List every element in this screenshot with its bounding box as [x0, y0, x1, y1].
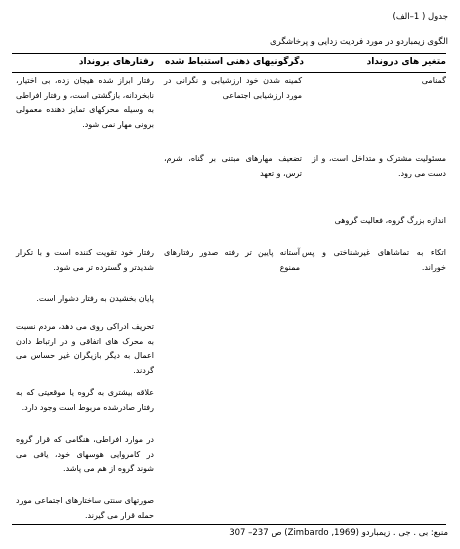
process-cell-row2: تضعیف مهارهای مبتنی بر گناه، شرم، ترس، و تعهد [164, 154, 302, 178]
table-label: جدول ( 1–الف) [392, 12, 448, 22]
header-inferred-changes: دگرگونیهای ذهنی استنباط شده [164, 57, 304, 67]
source-note: منبع: بی . جی . زیمباردو (Zimbardo ,1969) ص 237– 307 [229, 528, 448, 538]
header-output-behaviors: رفتارهای برونداد [78, 57, 154, 67]
header-input-variables: متغیر های درونداد [366, 57, 446, 67]
output-cell-group-interest: علاقه بیشتری به گروه یا موقعیتی که به رفتار صادرشده مربوط است وجود دارد. [16, 388, 154, 412]
header-bottom-rule [12, 72, 446, 73]
process-cell-row4: آستانه پایین تر رفته صدور رفتارهای ممنوع [164, 248, 300, 272]
output-cell-row1: رفتار ابراز شده هیجان زده، بی اختیار، نابخردانه، بازگشتی است، و رفتار افراطی به وسیله محرکهای تمایز دهنده معمولی برونی مهار نمی شود. [16, 76, 154, 129]
input-cell-group-size: اندازه بزرگ گروه، فعالیت گروهی [334, 216, 446, 225]
output-cell-social-structures: صورتهای سنتی ساختارهای اجتماعی مورد حمله قرار می گیرند. [16, 496, 154, 520]
table-top-rule [12, 53, 446, 54]
input-cell-responsibility: مسئولیت مشترک و متداخل است، و از دست می رود. [312, 154, 446, 178]
output-cell-hard-to-stop: پایان بخشیدن به رفتار دشوار است. [36, 294, 154, 303]
input-cell-anonymity: گمنامی [421, 76, 446, 85]
table-bottom-rule [12, 524, 446, 525]
output-cell-group-dissolves: در موارد افراطی، هنگامی که قرار گروه در کامروایی هوسهای خود، یافی می شوند گروه از هم می پاشد. [16, 435, 154, 473]
output-cell-perceptual-distortion: تحریف ادراکی روی می دهد، مردم نسبت به محرک های اتفاقی و در ارتباط دادن اعمال به دیگر بازیگران غیر حساس می گردند. [16, 322, 154, 375]
table-title: الگوی زیمباردو در مورد فردیت زدایی و پرخاشگری [270, 37, 448, 47]
input-cell-reliance: اتکاء به تماشاهای غیرشناختی و پس خوراند. [302, 248, 446, 272]
process-cell-row1: کمینه شدن خود ارزشیابی و نگرانی در مورد ارزشیابی اجتماعی [164, 76, 302, 100]
output-cell-self-reinforcing: رفتار خود تقویت کننده است و با تکرار شدیدتر و گسترده تر می شود. [16, 248, 154, 272]
